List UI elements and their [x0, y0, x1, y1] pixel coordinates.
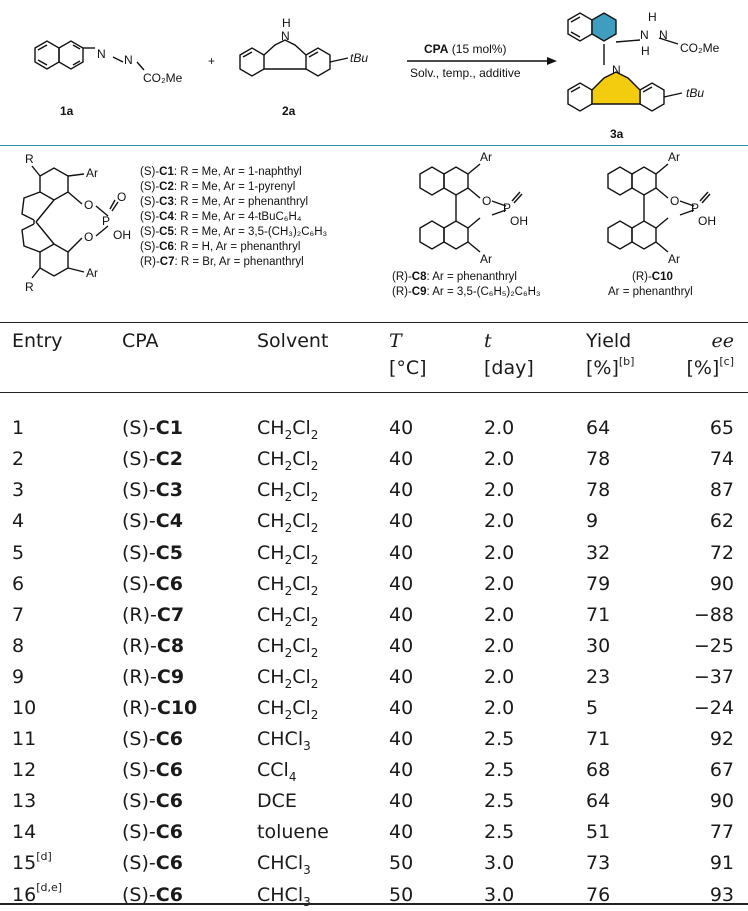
- cell-ee: 90: [709, 790, 734, 813]
- cell-solvent: CCl$_4$: [257, 759, 297, 784]
- cell-time: 2.0: [484, 448, 515, 471]
- cell-yield: 73: [586, 852, 611, 875]
- spiro-oh: OH: [113, 228, 131, 242]
- cell-yield: 23: [586, 665, 611, 688]
- spiro-catalyst-c3: (S)-C3: R = Me, Ar = phenanthryl: [140, 196, 309, 208]
- cell-time: 2.5: [484, 790, 515, 813]
- reaction-conditions-top: CPA (15 mol%): [424, 42, 507, 56]
- compound-2a-label: 2a: [282, 104, 296, 118]
- cell-entry: 3: [12, 479, 25, 502]
- cell-yield: 79: [586, 572, 611, 595]
- cell-temperature: 40: [389, 448, 414, 471]
- cell-ee: −37: [693, 665, 734, 688]
- binol-o: O: [482, 194, 492, 208]
- cell-solvent: $CH_2Cl_2$: [257, 603, 319, 629]
- cell-ee: 72: [709, 541, 734, 564]
- azo-n1: N: [97, 47, 106, 61]
- compound-1a-label: 1a: [60, 104, 74, 118]
- table-row: [0, 786, 748, 817]
- table-row: [0, 755, 748, 786]
- header-entry: Entry: [12, 330, 63, 352]
- cell-yield: 78: [586, 448, 611, 471]
- table-row: [0, 662, 748, 693]
- cell-time: 2.0: [484, 541, 515, 564]
- table-row: [0, 475, 748, 506]
- spiro-catalyst-c6: (S)-C6: R = H, Ar = phenanthryl: [140, 241, 301, 253]
- cell-entry: 10: [12, 696, 37, 719]
- cell-temperature: 40: [389, 479, 414, 502]
- table-row: [0, 880, 748, 911]
- carbazole-n: N: [281, 29, 290, 43]
- h8-oh: OH: [698, 214, 716, 228]
- cell-time: 2.0: [484, 510, 515, 533]
- cell-temperature: 40: [389, 603, 414, 626]
- cell-entry: 14: [12, 821, 37, 844]
- cell-time: 2.0: [484, 417, 515, 440]
- spiro-r-top: R: [25, 152, 34, 166]
- header-ee: ee [%][c]: [686, 330, 734, 379]
- header-time: t [day]: [484, 330, 534, 379]
- cell-cpa: (S)-C4: [122, 510, 183, 533]
- cell-solvent: $CH_2Cl_2$: [257, 572, 319, 598]
- binol-catalyst-c8: (R)-C8: Ar = phenanthryl: [392, 271, 517, 283]
- cell-cpa: (R)-C8: [122, 634, 185, 657]
- cell-time: 2.0: [484, 603, 515, 626]
- cell-cpa: (R)-C10: [122, 696, 198, 719]
- spiro-catalyst-c1: (S)-C1: R = Me, Ar = 1-naphthyl: [140, 166, 302, 178]
- spiro-catalyst-c7: (R)-C7: R = Br, Ar = phenanthryl: [140, 256, 304, 268]
- carbazole-nh-h: H: [282, 16, 291, 30]
- cell-temperature: 40: [389, 790, 414, 813]
- product-h2: H: [641, 44, 650, 58]
- h8-o: O: [670, 194, 680, 208]
- binol-catalyst-c9: (R)-C9: Ar = 3,5-(C₆H₅)₂C₆H₃: [392, 286, 541, 298]
- cell-solvent: $CH_2Cl_2$: [257, 479, 319, 505]
- table-row: [0, 413, 748, 444]
- cell-time: 2.0: [484, 696, 515, 719]
- cell-ee: 62: [709, 510, 734, 533]
- spiro-catalyst-c5: (S)-C5: R = Me, Ar = 3,5-(CH₃)₂C₆H₃: [140, 226, 328, 238]
- product-n2: N: [659, 28, 668, 42]
- header-temperature: T [°C]: [389, 330, 427, 379]
- cell-ee: 91: [709, 852, 734, 875]
- spiro-o3: O: [117, 190, 127, 204]
- cell-solvent: $CH_2Cl_2$: [257, 541, 319, 567]
- table-row: [0, 817, 748, 848]
- compound-3a-label: 3a: [610, 127, 624, 141]
- cell-ee: −25: [693, 634, 734, 657]
- cell-cpa: (S)-C6: [122, 572, 183, 595]
- cell-cpa: (S)-C6: [122, 852, 183, 875]
- header-yield: Yield [%][b]: [586, 330, 635, 379]
- cell-temperature: 40: [389, 634, 414, 657]
- cell-yield: 71: [586, 603, 611, 626]
- cell-temperature: 50: [389, 852, 414, 875]
- cell-time: 2.5: [484, 728, 515, 751]
- spiro-catalyst-c4: (S)-C4: R = Me, Ar = 4-tBuC₆H₄: [140, 211, 302, 223]
- h8-ar-bottom: Ar: [668, 252, 680, 266]
- cell-entry: 6: [12, 572, 25, 595]
- azo-ester-group: CO₂Me: [143, 71, 183, 85]
- plus-sign: +: [208, 54, 216, 68]
- h8-p: P: [691, 201, 700, 215]
- cell-yield: 76: [586, 883, 611, 906]
- cell-yield: 64: [586, 417, 611, 440]
- azo-n2: N: [124, 53, 133, 67]
- cell-ee: 90: [709, 572, 734, 595]
- cell-solvent: toluene: [257, 821, 329, 844]
- table-row: [0, 600, 748, 631]
- table-row: [0, 724, 748, 755]
- spiro-p: P: [102, 214, 111, 228]
- cell-entry: 9: [12, 665, 25, 688]
- cell-cpa: (R)-C7: [122, 603, 185, 626]
- table-row: [0, 506, 748, 537]
- cell-cpa: (S)-C6: [122, 821, 183, 844]
- cell-yield: 32: [586, 541, 611, 564]
- h8-ar-top: Ar: [668, 150, 680, 164]
- cell-cpa: (R)-C9: [122, 665, 185, 688]
- cell-cpa: (S)-C6: [122, 728, 183, 751]
- cell-yield: 68: [586, 759, 611, 782]
- cell-solvent: $CH_2Cl_2$: [257, 665, 319, 691]
- spiro-catalyst-c2: (S)-C2: R = Me, Ar = 1-pyrenyl: [140, 181, 296, 193]
- cell-solvent: $CH_2Cl_2$: [257, 417, 319, 442]
- binol-p: P: [503, 201, 512, 215]
- cell-yield: 51: [586, 821, 611, 844]
- cell-ee: −88: [693, 603, 734, 626]
- table-row: [0, 848, 748, 879]
- table-row: [0, 537, 748, 568]
- cell-temperature: 40: [389, 572, 414, 595]
- header-cpa: CPA: [122, 330, 159, 352]
- reaction-scheme: [0, 0, 748, 145]
- product-ester-group: CO₂Me: [680, 41, 720, 55]
- cell-temperature: 40: [389, 759, 414, 782]
- cell-solvent: $CH_2Cl_2$: [257, 448, 319, 474]
- cell-yield: 30: [586, 634, 611, 657]
- cell-entry: 16[d,e]: [12, 881, 63, 906]
- product-n1: N: [640, 28, 649, 42]
- cell-solvent: $CH_2Cl_2$: [257, 634, 319, 660]
- cell-temperature: 40: [389, 728, 414, 751]
- cell-entry: 8: [12, 634, 25, 657]
- cell-entry: 2: [12, 448, 25, 471]
- cell-temperature: 40: [389, 541, 414, 564]
- cell-solvent: $CH_2Cl_2$: [257, 510, 319, 536]
- table-header-row: [0, 328, 748, 382]
- h8-catalyst-c10: (R)-C10: [632, 271, 673, 283]
- cell-time: 2.5: [484, 821, 515, 844]
- cell-yield: 78: [586, 479, 611, 502]
- spiro-r-bottom: R: [25, 280, 34, 294]
- binol-oh: OH: [510, 214, 528, 228]
- product-tbu: tBu: [686, 86, 705, 100]
- cell-cpa: (S)-C2: [122, 448, 183, 471]
- cell-temperature: 40: [389, 510, 414, 533]
- cell-entry: 11: [12, 728, 37, 751]
- cell-cpa: (S)-C1: [122, 417, 183, 440]
- header-solvent: Solvent: [257, 330, 329, 352]
- optimization-table: [0, 328, 748, 911]
- carbazole-tbu: tBu: [350, 51, 369, 65]
- cell-cpa: (S)-C6: [122, 883, 183, 906]
- binol-ar-bottom: Ar: [480, 252, 492, 266]
- cell-time: 2.5: [484, 759, 515, 782]
- table-row: [0, 693, 748, 724]
- cell-temperature: 40: [389, 696, 414, 719]
- cell-cpa: (S)-C6: [122, 759, 183, 782]
- table-top-rule: [0, 322, 748, 323]
- cell-entry: 1: [12, 417, 25, 440]
- cell-entry: 12: [12, 759, 37, 782]
- cell-cpa: (S)-C3: [122, 479, 183, 502]
- table-bottom-rule: [0, 903, 748, 905]
- reaction-scheme-drawing: [0, 0, 748, 145]
- cell-cpa: (S)-C6: [122, 790, 183, 813]
- cell-yield: 71: [586, 728, 611, 751]
- cell-solvent: $CH_2Cl_2$: [257, 696, 319, 722]
- spiro-ar-bottom: Ar: [86, 266, 98, 280]
- cell-yield: 5: [586, 696, 599, 719]
- spiro-ar-top: Ar: [86, 166, 98, 180]
- cell-time: 2.0: [484, 572, 515, 595]
- table-row: [0, 444, 748, 475]
- cell-entry: 7: [12, 603, 25, 626]
- cell-ee: 87: [709, 479, 734, 502]
- reaction-conditions-bottom: Solv., temp., additive: [410, 66, 521, 80]
- cell-ee: 77: [709, 821, 734, 844]
- cell-time: 2.0: [484, 665, 515, 688]
- cell-solvent: CHCl$_3$: [257, 883, 311, 909]
- cell-solvent: CHCl$_3$: [257, 852, 311, 878]
- table-row: [0, 631, 748, 662]
- cell-ee: 67: [709, 759, 734, 782]
- cell-time: 2.0: [484, 479, 515, 502]
- cell-yield: 64: [586, 790, 611, 813]
- h8-catalyst-desc: Ar = phenanthryl: [608, 286, 693, 298]
- cell-time: 3.0: [484, 852, 515, 875]
- cell-entry: 5: [12, 541, 25, 564]
- cell-entry: 4: [12, 510, 25, 533]
- spiro-o1: O: [84, 198, 94, 212]
- cell-yield: 9: [586, 510, 599, 533]
- cell-ee: −24: [693, 696, 734, 719]
- cell-solvent: DCE: [257, 790, 297, 813]
- spiro-o2: O: [84, 230, 94, 244]
- cell-solvent: CHCl$_3$: [257, 728, 311, 753]
- cell-temperature: 40: [389, 665, 414, 688]
- cell-cpa: (S)-C5: [122, 541, 183, 564]
- cell-temperature: 40: [389, 417, 414, 440]
- catalyst-structures: [0, 146, 748, 321]
- cell-temperature: 40: [389, 821, 414, 844]
- cell-ee: 65: [709, 417, 734, 440]
- cell-ee: 93: [709, 883, 734, 906]
- cell-ee: 74: [709, 448, 734, 471]
- cell-ee: 92: [709, 728, 734, 751]
- cell-entry: 13: [12, 790, 37, 813]
- binol-ar-top: Ar: [480, 150, 492, 164]
- table-row: [0, 569, 748, 600]
- product-h1: H: [648, 10, 657, 24]
- cell-entry: 15[d]: [12, 850, 52, 875]
- cell-time: 2.0: [484, 634, 515, 657]
- cell-temperature: 50: [389, 883, 414, 906]
- cell-time: 3.0: [484, 883, 515, 906]
- product-n3: N: [612, 63, 621, 77]
